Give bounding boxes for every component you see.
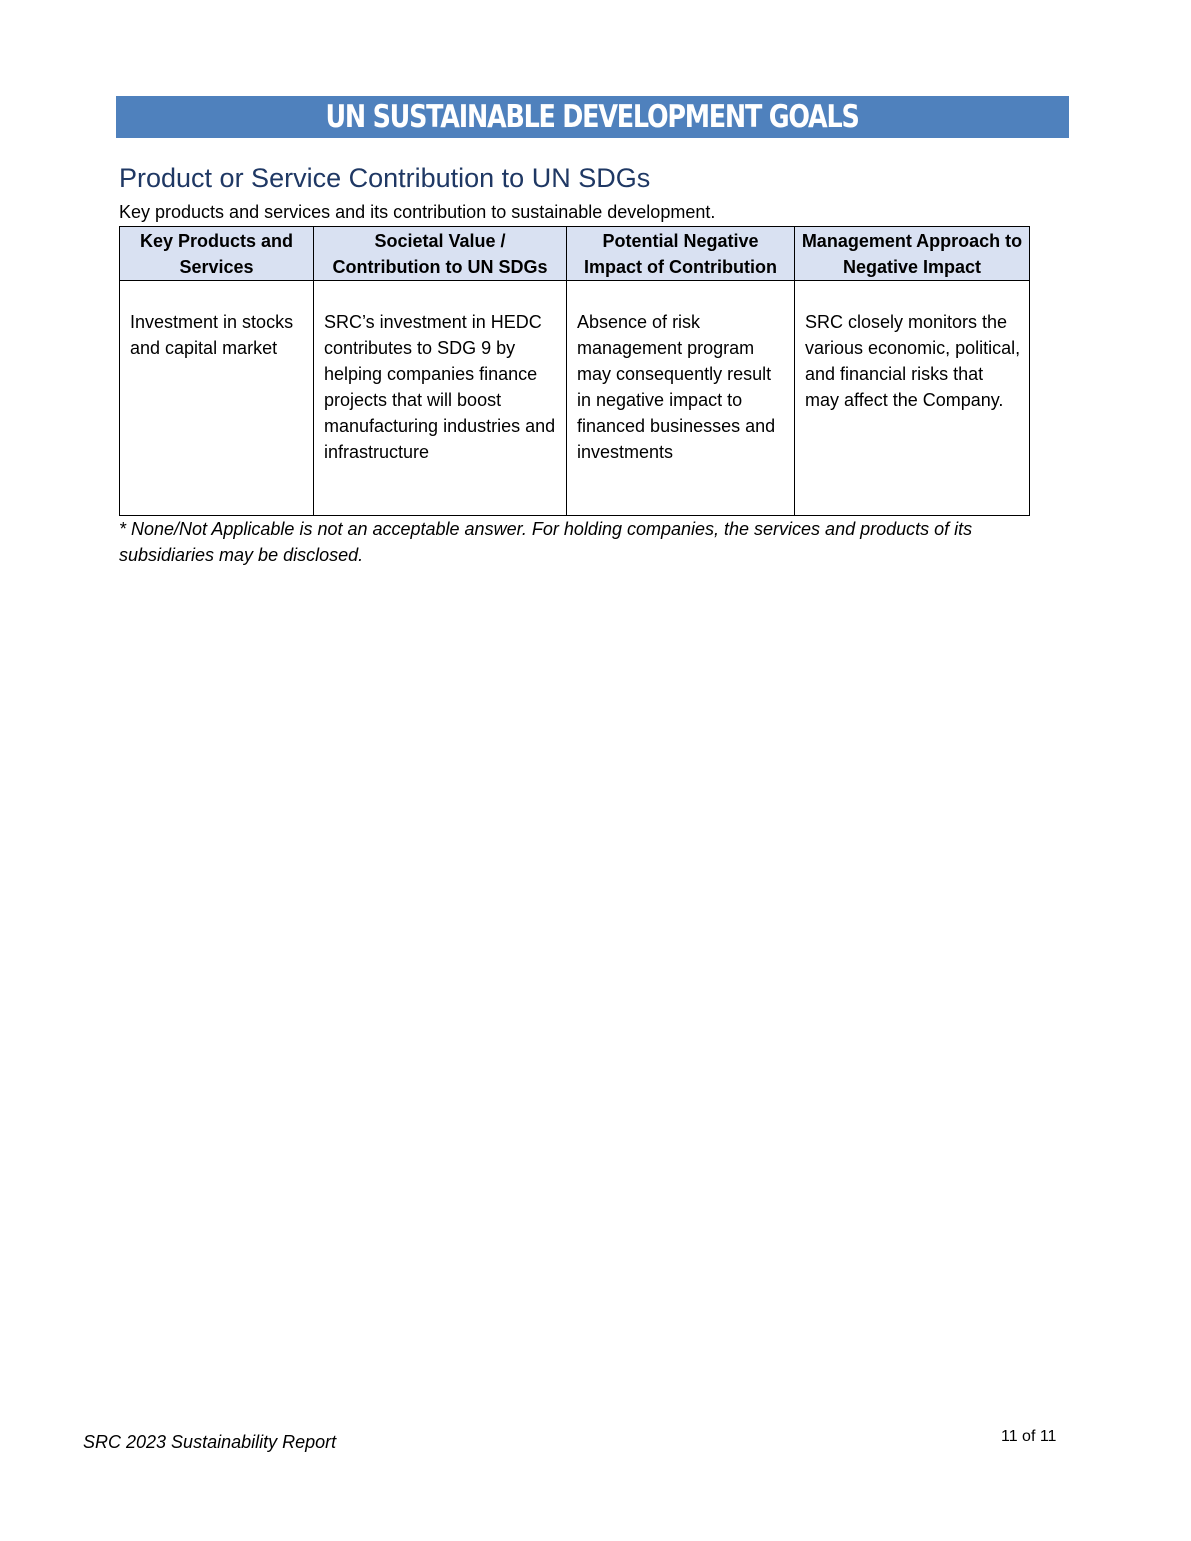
footnote: * None/Not Applicable is not an acceptable answer. For holding companies, the services and products of its subsidiaries may be disclosed. [119,519,973,565]
header-key-products: Key Products and Services [120,227,314,281]
section-banner [116,96,1069,138]
table-row [120,281,1030,516]
header-negative-impact: Potential Negative Impact of Contribution [567,227,795,281]
table-header-row [120,227,1030,281]
header-societal-value: Societal Value / Contribution to UN SDGs [314,227,567,281]
sdg-contribution-table [119,226,1030,516]
banner-title: UN SUSTAINABLE DEVELOPMENT GOALS [325,99,860,135]
cell-management-approach: SRC closely monitors the various economic, political, and financial risks that may affect the Company. [795,281,1030,516]
cell-societal-value: SRC’s investment in HEDC contributes to SDG 9 by helping companies finance projects that will boost manufacturing industries and infrastructure [314,281,567,516]
cell-key-products: Investment in stocks and capital market [120,281,314,516]
section-title: Product or Service Contribution to UN SDGs [119,163,651,193]
section-intro: Key products and services and its contribution to sustainable development. [119,202,716,222]
footer-page-number: 11 of 11 [1001,1428,1057,1445]
header-management-approach: Management Approach to Negative Impact [795,227,1030,281]
footer-report-name: SRC 2023 Sustainability Report [83,1432,337,1452]
cell-negative-impact: Absence of risk management program may consequently result in negative impact to financed businesses and investments [567,281,795,516]
